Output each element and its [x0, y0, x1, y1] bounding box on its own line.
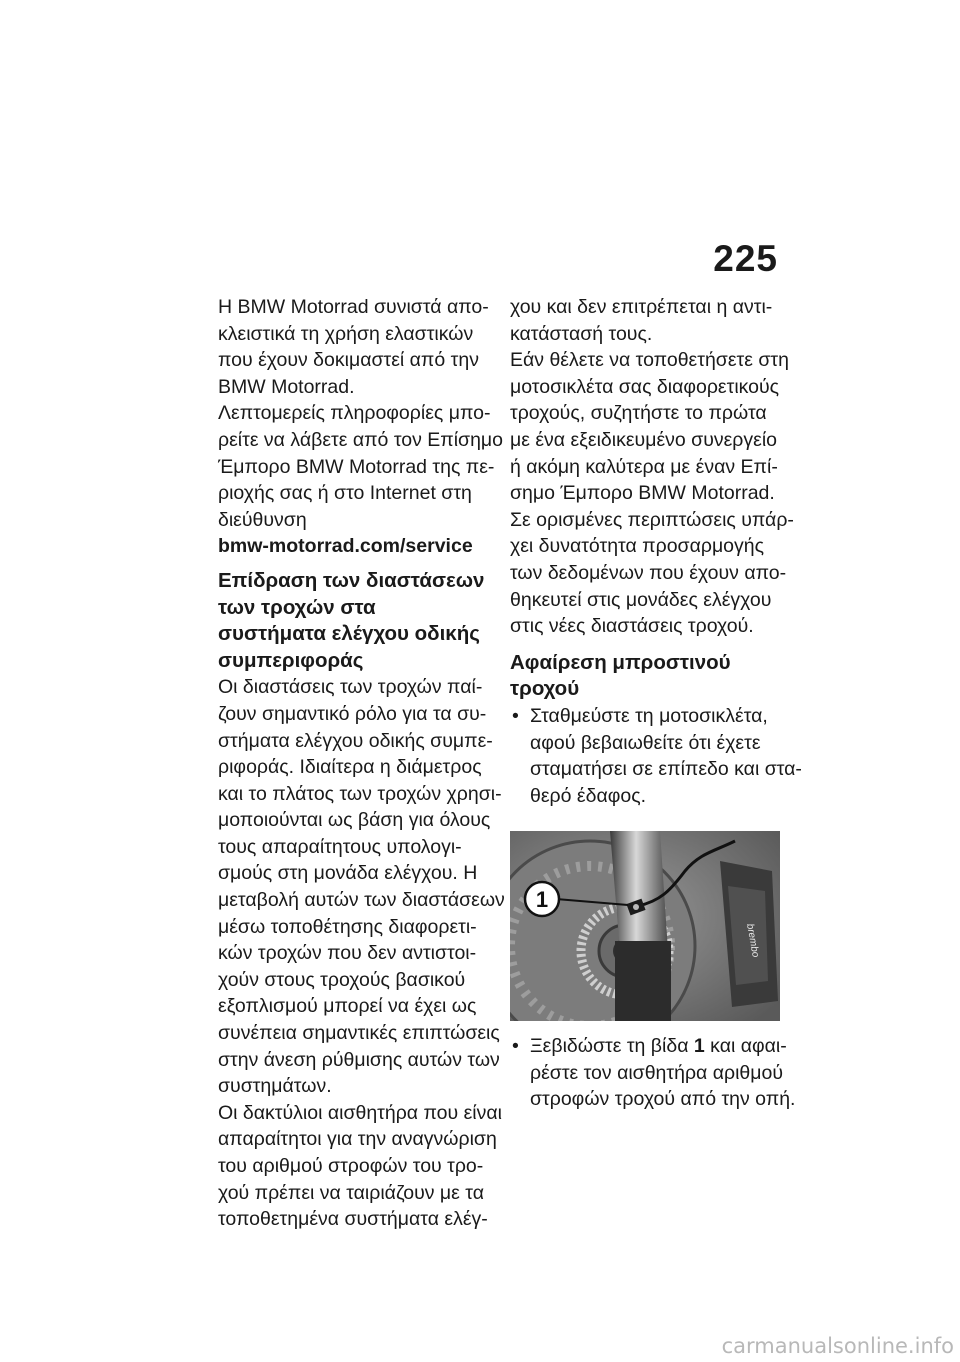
bullet-icon: • [512, 1035, 519, 1058]
intro-paragraph: Η BMW Motorrad συνιστά απο- κλειστικά τη χρήση ελαστικών που έχουν δοκιμαστεί από την BMW Motorrad. Λεπτομερείς πληροφορίες μπο- ρείτε να λάβετε από τον Επίσημο Έμπορο BMW Motorrad της πε- ριοχής σας ή στο Internet στη διεύθυνση [218, 296, 504, 531]
section-heading-wheel-dimensions: Επίδραση των διαστάσεων των τροχών στα συστήματα ελέγχου οδικής συμπεριφοράς [218, 568, 485, 672]
left-column [218, 294, 505, 1233]
watermark: carmanualsonline.info [721, 1334, 954, 1358]
instruction-step-park: • Σταθμεύστε τη μοτοσικλέτα, αφού βεβαιωθείτε ότι έχετε σταματήσει σε επίπεδο και στα- θερό έδαφος. [512, 704, 802, 807]
section-heading-front-wheel-removal: Αφαίρεση μπροστινού τροχού [510, 650, 731, 701]
instruction-step-remove-sensor: • Ξεβιδώστε τη βίδα 1 και αφαι- ρέστε τον αισθητήρα αριθμού στροφών τροχού από την οπή. [512, 1035, 796, 1111]
page-number: 225 [713, 238, 778, 279]
front-wheel-illustration [510, 831, 780, 1021]
continuation-paragraph: χου και δεν επιτρέπεται η αντι- κατάστασή τους. Εάν θέλετε να τοποθετήσετε στη μοτοσικλέτα σας διαφορετικούς τροχούς, συζητήστε το πρώτα με ένα εξειδικευμένο συνεργείο ή ακόμη καλύτερα με έναν Επί- σημο Έμπορο BMW Motorrad. Σε ορισμένες περιπτώσεις υπάρ- χει δυνατότητα προσαρμογής των δεδομένων που έχουν απο- θηκευτεί στις μονάδες ελέγχου στις νέες διαστάσεις τροχού. [510, 296, 794, 638]
screw-reference-number: 1 [693, 1035, 705, 1058]
service-url[interactable]: bmw-motorrad.com/service [218, 535, 473, 558]
wheel-dimensions-paragraph: Οι διαστάσεις των τροχών παί- ζουν σημαντικό ρόλο για τα συ- στήματα ελέγχου οδικής συμπε- ριφοράς. Ιδιαίτερα η διάμετρος και το πλάτος των τροχών χρησι- μοποιούνται ως βάση για όλους τους απαραίτητους υπολογι- σμούς στη μονάδα ελέγχου. Η μεταβολή αυτών των διαστάσεων μέσω τοποθέτησης διαφορετι- κών τροχών που δεν αντιστοι- χούν στους τροχούς βασικού εξοπλισμού μπορεί να έχει ως συνέπεια σημαντικές επιπτώσεις στην άνεση ρύθμισης αυτών των συστημάτων. Οι δακτύλιοι αισθητήρα που είναι απαραίτητοι για την αναγνώριση του αριθμού στροφών του τρο- χού πρέπει να ταιριάζουν με τα τοποθετημένα συστήματα ελέγ- [218, 676, 505, 1231]
callout-number: 1 [535, 887, 549, 913]
bullet-icon: • [512, 704, 519, 727]
wheel-speed-sensor-photo [510, 831, 780, 1021]
caliper-brand-text: brembo [744, 923, 761, 959]
right-column [510, 294, 802, 1113]
